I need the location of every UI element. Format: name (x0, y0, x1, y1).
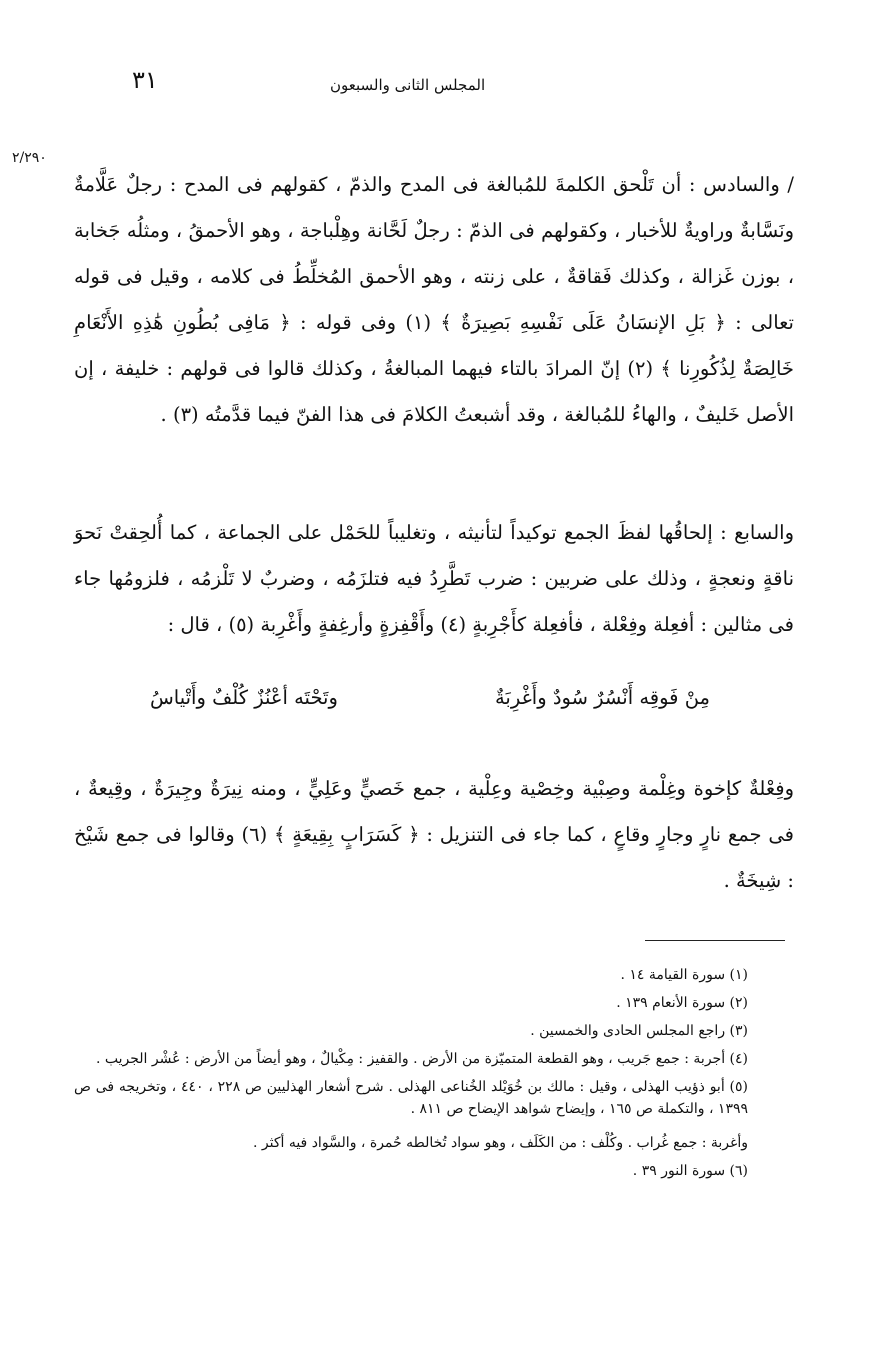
footnote-1: (١) سورة القيامة ١٤ . (620, 967, 748, 983)
footnote-6: (٦) سورة النور ٣٩ . (632, 1163, 748, 1179)
verse-hemistich-second: وتَحْتَه أعْنُزٌ كُلْفٌ وأَتْياسُ (150, 686, 338, 709)
footnote-5: (٥) أبو ذؤيب الهذلى ، وقيل : مالك بن خُوَيْلد الخُناعى الهذلى . شرح أشعار الهذليين ص ٢٢٨ ، ٤٤٠ ، وتخريجه فى ص ١٣٩٩ ، والتكملة ص ١٦٥ ، وإيضاح شواهد الإيضاح ص ٨١١ . (74, 1079, 748, 1117)
footnote-2: (٢) سورة الأنعام ١٣٩ . (616, 995, 748, 1011)
paragraph-filah: وفِعْلةٌ كإخوة وغِلْمة وصِبْية وخِصْية وعِلْية ، جمع خَصيٍّ وعَلِيٍّ ، ومنه نِيرَةٌ وجِيرَةٌ ، وقِيعةٌ ، فى جمع نارٍ وجارٍ وقاعٍ ، كما جاء فى التنزيل : ﴿ كَسَرَابٍ بِقِيعَةٍ ﴾ (٦) وقالوا فى جمع شَيْخ : شِيخَةٌ . (74, 776, 794, 892)
footnote-4: (٤) أجربة : جمع جَريب ، وهو القطعة المتميّزة من الأرض . والقفيز : مِكْيالٌ ، وهو أيضاً من الأرض : عُشْر الجريب . (95, 1051, 748, 1067)
footnote-separator (645, 940, 785, 941)
footnotes (74, 964, 794, 1188)
paragraph-sixth: / والسادس : أن تَلْحق الكلمةَ للمُبالغة فى المدح والذمّ ، كقولهم فى المدح : رجلٌ عَلَّامةٌ ونَسَّابةٌ وراويةٌ للأخبار ، وكقولهم فى الذمّ : رجلٌ لَحَّانة وهِلْباجة ، وهو الأحمقُ ، ومثلُه جَخابة ، بوزن غَزالة ، وكذلك فَقاقةٌ ، على زنته ، وهو الأحمق المُخلِّطُ فى كلامه ، وقيل فى قوله تعالى : ﴿ بَلِ الإنسَانُ عَلَى نَفْسِهِ بَصِيرَةٌ ﴾ (١) وفى قوله : ﴿ مَافِى بُطُونِ هَٰذِهِ الأَنْعَامِ خَالِصَةٌ لِذُكُورِنا ﴾ (٢) إنّ المرادَ بالتاء فيهما المبالغةُ ، وكذلك قالوا فى قولهم : خليفة ، إن الأصل خَليفٌ ، والهاءُ للمُبالغة ، وقد أشبعتُ الكلامَ فى هذا الفنّ فيما قدَّمتُه (٣) . (74, 172, 794, 426)
poetry-verse (150, 686, 710, 709)
footnote-3: (٣) راجع المجلس الحادى والخمسين . (530, 1023, 748, 1039)
margin-reference: ٢/٢٩٠ (12, 150, 47, 166)
paragraph-seventh: والسابع : إلحاقُها لفظَ الجمع توكيداً لتأنيثه ، وتغليباً للحَمْل على الجماعة ، كما أُلحِقتْ نَحوَ ناقةٍ ونعجةٍ ، وذلك على ضربين : ضرب تَطَّرِدُ فيه فتلزَمُه ، وضربٌ لا تَلْزمُه ، فلزومُها جاء فى مثالين : أفعِلة وفِعْلة ، فأفعِلة كأَجْرِبةٍ (٤) وأَقْفِزةٍ وأرغِفةٍ وأَغْرِبة (٥) ، قال : (74, 520, 794, 636)
running-title: المجلس الثانى والسبعون (330, 76, 486, 94)
page-number: ٣١ (132, 66, 158, 94)
verse-hemistich-first: مِنْ فَوقِه أَنْسُرٌ سُودٌ وأَغْرِبَةٌ (494, 686, 710, 709)
footnote-5-gloss: وأغربة : جمع غُراب . وكُلْف : من الكَلَف ، وهو سواد تُخالطه حُمرة ، والسَّواد فيه أكثر . (252, 1135, 748, 1151)
